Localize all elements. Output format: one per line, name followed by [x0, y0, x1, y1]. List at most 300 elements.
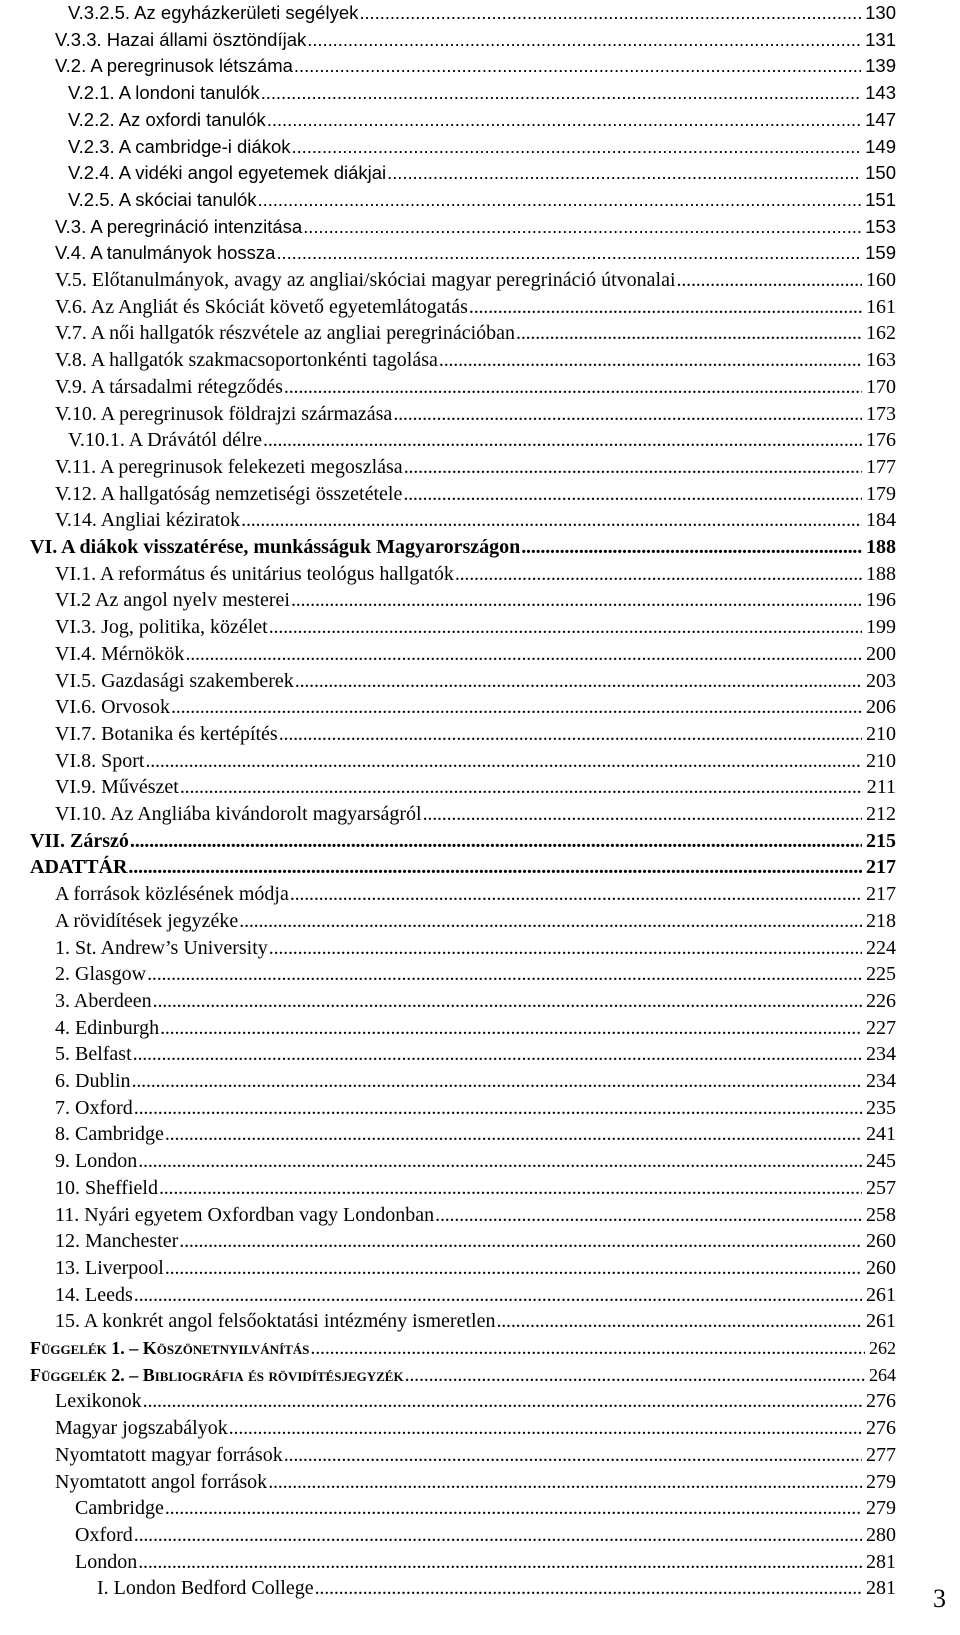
toc-entry-line	[30, 1335, 896, 1361]
toc-entry-line	[55, 774, 896, 800]
toc-entry[interactable]	[0, 587, 960, 613]
toc-entry-line	[55, 1202, 896, 1228]
toc-entry-page: 280	[866, 1523, 896, 1546]
toc-entry-page: 281	[866, 1550, 896, 1573]
toc-entry-title: VI.3. Jog, politika, közélet	[55, 616, 268, 639]
toc-entry[interactable]	[0, 1469, 960, 1495]
toc-entry-line	[68, 0, 896, 26]
toc-entry-line	[30, 854, 896, 880]
toc-entry-title: V.5. Előtanulmányok, avagy az angliai/skóciai magyar peregrináció útvonalai	[55, 269, 676, 291]
toc-entry-page: 131	[865, 28, 896, 50]
toc-entry-title: A rövidítések jegyzéke	[55, 909, 239, 932]
toc-entry-line	[68, 427, 896, 453]
toc-entry-line	[55, 1121, 896, 1147]
toc-entry-title: 4. Edinburgh	[55, 1016, 160, 1039]
toc-entry-title: London	[75, 1550, 138, 1573]
toc-entry[interactable]	[0, 774, 960, 800]
dot-leader	[302, 214, 861, 240]
toc-entry-page: 153	[865, 215, 896, 237]
toc-entry-line	[68, 80, 896, 106]
toc-entry-line	[55, 347, 896, 373]
toc-entry-line	[55, 561, 896, 587]
toc-entry-page: 224	[866, 936, 896, 959]
dot-leader	[179, 774, 863, 800]
toc-entry-title: VI.6. Orvosok	[55, 696, 170, 719]
toc-entry-title: V.3.3. Hazai állami ösztöndíjak	[55, 28, 307, 50]
toc-entry-line	[55, 454, 896, 480]
toc-entry-title: 13. Liverpool	[55, 1256, 164, 1279]
toc-entry-title: A források közlésének módja	[55, 883, 289, 906]
toc-entry[interactable]	[0, 614, 960, 640]
dot-leader	[178, 1228, 862, 1254]
toc-entry-line	[55, 748, 896, 774]
dot-leader	[454, 561, 862, 587]
toc-entry-page: 212	[866, 803, 896, 825]
toc-entry-title: VI.5. Gazdasági szakemberek	[55, 669, 294, 692]
toc-entry[interactable]	[0, 401, 960, 427]
dot-leader	[262, 427, 862, 453]
dot-leader	[520, 534, 862, 560]
dot-leader	[422, 801, 862, 827]
toc-entry[interactable]	[0, 961, 960, 987]
toc-entry[interactable]	[0, 721, 960, 747]
toc-entry-page: 217	[866, 856, 896, 879]
toc-entry-page: 217	[866, 883, 896, 906]
toc-entry-line	[55, 401, 896, 427]
toc-entry-title: V.3. A peregrináció intenzitása	[55, 215, 303, 237]
toc-entry-line	[55, 801, 896, 827]
toc-entry-page: 234	[866, 1043, 896, 1066]
dot-leader	[146, 961, 862, 987]
dot-leader	[164, 1121, 862, 1147]
toc-entry-title: VI.2 Az angol nyelv mesterei	[55, 589, 290, 612]
toc-entry[interactable]	[0, 1228, 960, 1254]
toc-entry-line	[55, 935, 896, 961]
toc-entry[interactable]	[0, 27, 960, 53]
dot-leader	[268, 935, 862, 961]
dot-leader	[267, 1469, 862, 1495]
toc-entry-line	[68, 134, 896, 160]
toc-entry[interactable]	[0, 320, 960, 346]
toc-entry-page: 276	[866, 1390, 896, 1413]
toc-entry-page: 161	[866, 295, 896, 318]
toc-entry-line	[55, 1041, 896, 1067]
toc-entry-title: Nyomtatott angol források	[55, 1470, 268, 1493]
dot-leader	[228, 1415, 862, 1441]
toc-entry[interactable]	[0, 854, 960, 880]
toc-entry-title: V.9. A társadalmi rétegződés	[55, 375, 283, 398]
toc-entry[interactable]	[0, 534, 960, 560]
toc-entry-line	[55, 1228, 896, 1254]
toc-entry-page: 245	[866, 1150, 896, 1173]
toc-entry-line	[30, 1362, 896, 1388]
toc-entry-title: V.10.1. A Drávától délre	[68, 429, 263, 452]
toc-entry-line	[75, 1522, 896, 1548]
toc-entry-line	[55, 1388, 896, 1414]
toc-entry-page: 176	[866, 429, 896, 452]
toc-entry-page: 227	[866, 1016, 896, 1039]
toc-entry-page: 211	[866, 776, 896, 799]
toc-entry-page: 260	[866, 1256, 896, 1279]
dot-leader	[260, 80, 861, 106]
toc-entry-title: VII. Zárszó	[30, 829, 129, 852]
toc-entry-title: V.3.2.5. Az egyházkerületi segélyek	[68, 2, 359, 23]
dot-leader	[438, 347, 862, 373]
toc-entry-line	[55, 1442, 896, 1468]
toc-entry-title: 2. Glasgow	[55, 963, 147, 986]
toc-entry-title: V.2.1. A londoni tanulók	[68, 82, 260, 104]
toc-entry[interactable]	[0, 561, 960, 587]
toc-entry[interactable]	[0, 881, 960, 907]
toc-entry[interactable]	[0, 1015, 960, 1041]
toc-entry[interactable]	[0, 1388, 960, 1414]
dot-leader	[309, 1335, 865, 1361]
toc-entry[interactable]	[0, 427, 960, 453]
toc-entry-page: 258	[866, 1203, 896, 1226]
dot-leader	[152, 988, 862, 1014]
toc-entry-title: Magyar jogszabályok	[55, 1417, 228, 1440]
toc-entry-page: 279	[866, 1497, 896, 1520]
toc-entry-title: Függelék 1. – Köszönetnyilvánítás	[30, 1338, 310, 1358]
toc-entry-page: 279	[866, 1470, 896, 1493]
toc-entry-page: 235	[866, 1096, 896, 1119]
dot-leader	[133, 1522, 862, 1548]
toc-entry[interactable]	[0, 267, 960, 293]
page-number: 3	[933, 1584, 946, 1613]
toc-entry-title: 6. Dublin	[55, 1070, 131, 1092]
toc-entry-page: 264	[869, 1364, 896, 1385]
toc-entry[interactable]	[0, 1148, 960, 1174]
toc-entry-line	[55, 1308, 896, 1334]
toc-entry[interactable]	[0, 294, 960, 320]
toc-entry-line	[97, 1575, 896, 1601]
toc-entry[interactable]	[0, 935, 960, 961]
toc-entry[interactable]	[0, 1121, 960, 1147]
toc-entry-line	[55, 1068, 896, 1094]
toc-entry-title: 1. St. Andrew’s University	[55, 936, 268, 959]
dot-leader	[278, 721, 862, 747]
toc-entry-page: 149	[865, 135, 896, 157]
toc-entry[interactable]	[0, 160, 960, 186]
toc-entry[interactable]	[0, 1442, 960, 1468]
dot-leader	[306, 27, 861, 53]
toc-entry-line	[55, 1255, 896, 1281]
toc-entry[interactable]	[0, 1202, 960, 1228]
toc-entry-line	[55, 614, 896, 640]
toc-entry[interactable]	[0, 748, 960, 774]
toc-entry[interactable]	[0, 1575, 960, 1601]
toc-entry[interactable]	[0, 214, 960, 240]
toc-entry-title: V.2.4. A vidéki angol egyetemek diákjai	[68, 162, 387, 184]
toc-entry[interactable]	[0, 1549, 960, 1575]
toc-entry[interactable]	[0, 1255, 960, 1281]
toc-entry-page: 203	[866, 669, 896, 692]
toc-entry-title: Függelék 2. – Bibliográfia és rövidítésjegyzék	[30, 1364, 404, 1385]
toc-entry[interactable]	[0, 1095, 960, 1121]
toc-entry-page: 147	[865, 108, 896, 130]
toc-entry-title: 3. Aberdeen	[55, 989, 152, 1012]
toc-entry-line	[75, 1549, 896, 1575]
toc-entry-page: 184	[866, 509, 896, 532]
dot-leader	[142, 1388, 862, 1414]
toc-entry-line	[55, 721, 896, 747]
toc-entry-page: 215	[866, 829, 896, 852]
toc-entry[interactable]	[0, 1335, 960, 1361]
dot-leader	[386, 160, 861, 186]
toc-entry-line	[55, 1415, 896, 1441]
dot-leader	[392, 401, 862, 427]
toc-entry-page: 200	[866, 642, 896, 665]
toc-entry-line	[55, 881, 896, 907]
toc-entry-page: 257	[866, 1176, 896, 1199]
toc-entry[interactable]	[0, 1308, 960, 1334]
toc-entry-title: 8. Cambridge	[55, 1123, 164, 1146]
toc-entry-title: Nyomtatott magyar források	[55, 1443, 283, 1466]
dot-leader	[403, 454, 862, 480]
toc-entry-page: 262	[869, 1338, 896, 1358]
toc-entry[interactable]	[0, 908, 960, 934]
toc-entry-line	[55, 1175, 896, 1201]
toc-entry-line	[30, 828, 896, 854]
toc-entry-title: 12. Manchester	[55, 1230, 179, 1253]
toc-entry-title: 9. London	[55, 1150, 138, 1173]
dot-leader	[158, 1175, 862, 1201]
toc-entry-title: VI.10. Az Angliába kivándorolt magyarságról	[55, 803, 422, 825]
dot-leader	[495, 1308, 862, 1334]
toc-entry-title: V.6. Az Angliát és Skóciát követő egyetemlátogatás	[55, 295, 468, 318]
toc-entry-line	[30, 534, 896, 560]
toc-entry-line	[55, 294, 896, 320]
toc-entry-page: 226	[866, 989, 896, 1012]
toc-entry-title: 11. Nyári egyetem Oxfordban vagy Londonban	[55, 1203, 435, 1226]
toc-entry-page: 225	[866, 963, 896, 986]
toc-entry-title: V.7. A női hallgatók részvétele az angliai peregrinációban	[55, 322, 516, 345]
toc-entry[interactable]	[0, 1495, 960, 1521]
toc-entry[interactable]	[0, 988, 960, 1014]
toc-entry-page: 188	[866, 562, 896, 585]
toc-entry-line	[55, 694, 896, 720]
toc-entry-page: 170	[866, 375, 896, 398]
toc-entry-page: 130	[865, 2, 896, 23]
dot-leader	[184, 641, 862, 667]
toc-entry-line	[55, 1095, 896, 1121]
toc-entry-title: 7. Oxford	[55, 1096, 133, 1119]
dot-leader	[434, 1202, 862, 1228]
toc-entry[interactable]	[0, 134, 960, 160]
dot-leader	[164, 1495, 862, 1521]
toc-entry-line	[55, 53, 896, 79]
toc-entry-page: 173	[866, 402, 896, 425]
toc-entry-title: 10. Sheffield	[55, 1176, 158, 1199]
toc-entry-line	[55, 267, 896, 293]
toc-entry-page: 159	[865, 242, 896, 264]
dot-leader	[144, 748, 862, 774]
dot-leader	[129, 828, 862, 854]
toc-entry-title: ADATTÁR	[30, 856, 128, 879]
toc-entry-page: 276	[866, 1417, 896, 1440]
toc-entry[interactable]	[0, 1522, 960, 1548]
dot-leader	[290, 134, 861, 160]
dot-leader	[131, 1068, 862, 1094]
toc-entry-line	[55, 641, 896, 667]
toc-entry[interactable]	[0, 1282, 960, 1308]
toc-entry-line	[55, 214, 896, 240]
toc-entry-line	[55, 1148, 896, 1174]
toc-entry-page: 151	[865, 188, 896, 210]
toc-entry[interactable]	[0, 481, 960, 507]
toc-entry[interactable]	[0, 454, 960, 480]
toc-entry-page: 206	[866, 696, 896, 719]
toc-entry-title: V.2. A peregrinusok létszáma	[55, 55, 293, 77]
dot-leader	[170, 694, 862, 720]
toc-entry-title: V.11. A peregrinusok felekezeti megoszlása	[55, 455, 403, 478]
dot-leader	[164, 1255, 862, 1281]
toc-entry-line	[55, 908, 896, 934]
toc-entry-line	[55, 374, 896, 400]
toc-entry-title: V.2.5. A skóciai tanulók	[68, 188, 257, 210]
toc-entry-line	[68, 187, 896, 213]
toc-entry-page: 234	[866, 1070, 896, 1092]
toc-entry-line	[55, 1282, 896, 1308]
dot-leader	[402, 481, 862, 507]
dot-leader	[133, 1282, 862, 1308]
dot-leader	[515, 320, 862, 346]
toc-entry-line	[55, 1015, 896, 1041]
toc-entry-title: V.14. Angliai kéziratok	[55, 509, 241, 532]
toc-entry-title: VI.9. Művészet	[55, 776, 179, 799]
toc-entry-line	[68, 107, 896, 133]
toc-entry-page: 260	[866, 1230, 896, 1253]
dot-leader	[314, 1575, 862, 1601]
dot-leader	[468, 294, 862, 320]
toc-entry[interactable]	[0, 1068, 960, 1094]
toc-entry[interactable]	[0, 80, 960, 106]
toc-entry-page: 199	[866, 616, 896, 639]
toc-entry-line	[75, 1495, 896, 1521]
dot-leader	[137, 1148, 862, 1174]
toc-entry-page: 160	[866, 269, 896, 291]
toc-entry-page: 177	[866, 455, 896, 478]
toc-entry[interactable]	[0, 240, 960, 266]
toc-entry-page: 281	[866, 1577, 896, 1600]
toc-entry[interactable]	[0, 0, 960, 26]
toc-entry-page: 261	[866, 1283, 896, 1306]
toc-entry-page: 210	[866, 722, 896, 745]
toc-entry-title: Lexikonok	[55, 1390, 142, 1413]
toc-entry-title: Cambridge	[75, 1497, 164, 1520]
dot-leader	[289, 881, 862, 907]
toc-entry[interactable]	[0, 828, 960, 854]
toc-entry-title: VI.4. Mérnökök	[55, 642, 185, 665]
toc-entry-page: 196	[866, 589, 896, 612]
toc-entry[interactable]	[0, 1362, 960, 1388]
toc-entry-title: VI.7. Botanika és kertépítés	[55, 722, 278, 745]
toc-entry-title: 5. Belfast	[55, 1043, 132, 1066]
toc-entry-title: Oxford	[75, 1523, 133, 1546]
toc-entry-line	[55, 320, 896, 346]
toc-entry[interactable]	[0, 347, 960, 373]
toc-entry-page: 163	[866, 349, 896, 372]
toc-entry[interactable]	[0, 668, 960, 694]
dot-leader	[132, 1041, 862, 1067]
toc-entry-title: V.2.2. Az oxfordi tanulók	[68, 108, 266, 130]
toc-entry-title: V.12. A hallgatóság nemzetiségi összetétele	[55, 482, 403, 505]
toc-entry-title: VI.1. A református és unitárius teológus hallgatók	[55, 562, 454, 585]
toc-entry[interactable]	[0, 1041, 960, 1067]
toc-entry-line	[55, 27, 896, 53]
toc-entry[interactable]	[0, 53, 960, 79]
toc-entry-page: 261	[866, 1310, 896, 1333]
dot-leader	[275, 240, 861, 266]
toc-entry-line	[55, 507, 896, 533]
dot-leader	[293, 53, 861, 79]
toc-entry-page: 210	[866, 749, 896, 772]
toc-entry[interactable]	[0, 507, 960, 533]
dot-leader	[133, 1095, 862, 1121]
toc-entry-title: V.10. A peregrinusok földrajzi származása	[55, 402, 393, 425]
toc-entry-title: I. London Bedford College	[97, 1577, 314, 1600]
toc-entry[interactable]	[0, 641, 960, 667]
toc-entry-page: 277	[866, 1443, 896, 1466]
dot-leader	[268, 614, 862, 640]
toc-entry-page: 143	[865, 82, 896, 104]
toc-entry-page: 179	[866, 482, 896, 505]
toc-entry-title: V.4. A tanulmányok hossza	[55, 242, 276, 264]
toc-entry-line	[68, 160, 896, 186]
dot-leader	[290, 587, 862, 613]
toc-entry-line	[55, 481, 896, 507]
toc-entry-line	[55, 961, 896, 987]
toc-entry[interactable]	[0, 187, 960, 213]
toc-entry-title: V.2.3. A cambridge-i diákok	[68, 135, 291, 157]
toc-entry[interactable]	[0, 801, 960, 827]
toc-entry-line	[55, 668, 896, 694]
toc-entry-page: 241	[866, 1123, 896, 1146]
toc-entry[interactable]	[0, 694, 960, 720]
toc-entry-title: 15. A konkrét angol felsőoktatási intézmény ismeretlen	[55, 1310, 496, 1333]
toc-entry-line	[55, 988, 896, 1014]
dot-leader	[283, 374, 862, 400]
toc-entry[interactable]	[0, 107, 960, 133]
toc-entry-page: 150	[865, 162, 896, 184]
toc-entry-title: 14. Leeds	[55, 1283, 133, 1306]
toc-entry-title: VI.8. Sport	[55, 749, 145, 772]
toc-entry[interactable]	[0, 1415, 960, 1441]
dot-leader	[294, 668, 862, 694]
toc-entry-title: V.8. A hallgatók szakmacsoportonkénti tagolása	[55, 349, 438, 372]
dot-leader	[257, 187, 862, 213]
toc-entry-page: 218	[866, 909, 896, 932]
dot-leader	[358, 0, 861, 26]
dot-leader	[283, 1442, 862, 1468]
toc-entry-page: 188	[866, 536, 896, 558]
toc-entry-title: VI. A diákok visszatérése, munkásságuk Magyarországon	[30, 536, 521, 558]
dot-leader	[159, 1015, 862, 1041]
dot-leader	[676, 267, 862, 293]
toc-entry-line	[55, 1469, 896, 1495]
dot-leader	[240, 507, 862, 533]
dot-leader	[404, 1362, 865, 1388]
dot-leader	[238, 908, 862, 934]
toc-entry-page: 162	[866, 322, 896, 345]
toc-entry[interactable]	[0, 1175, 960, 1201]
toc-entry-line	[55, 240, 896, 266]
toc-entry-line	[55, 587, 896, 613]
toc-entry[interactable]	[0, 374, 960, 400]
toc-entry-page: 139	[865, 55, 896, 77]
dot-leader	[266, 107, 861, 133]
dot-leader	[127, 854, 862, 880]
